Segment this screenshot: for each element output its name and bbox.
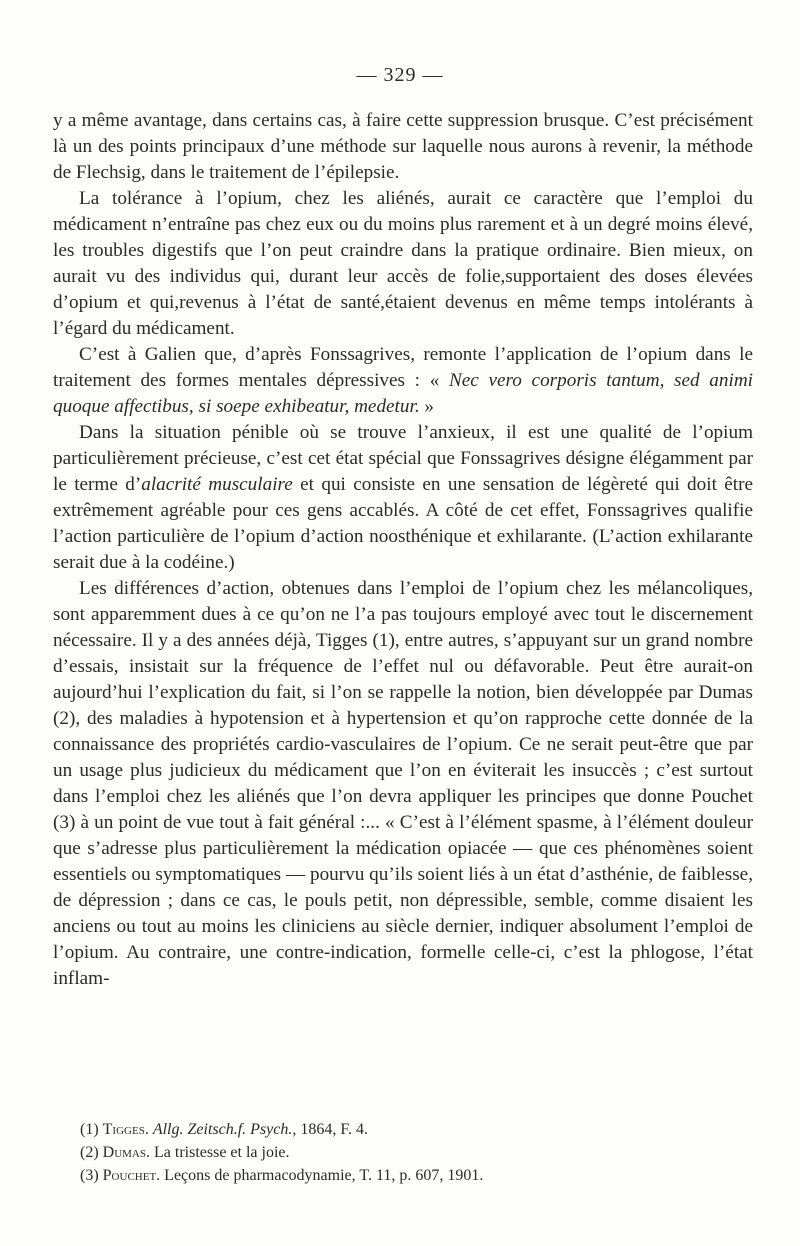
footnote-author: Dumas.	[102, 1144, 150, 1161]
footnote-author: Pouchet.	[102, 1167, 161, 1184]
footnote-reference: Allg. Zeitsch.f. Psych.,	[152, 1121, 297, 1138]
paragraph-4	[53, 420, 753, 576]
paragraph-3-end: »	[419, 396, 435, 417]
paragraph-2: La tolérance à l’opium, chez les aliénés, aurait ce caractère que l’emploi du médicament n’entraîne pas chez eux ou du moins plus rarement et à un degré moins élevé, les troubles digestifs que l’on peut craindre dans la pratique ordinaire. Bien mieux, on aurait vu des individus qui, durant leur accès de folie,supportaient des doses élevées d’opium et qui,revenus à l’état de santé,étaient devenus en même temps intolérants à l’égard du médicament.	[53, 188, 753, 339]
paragraph-3-text: C’est à Galien que, d’après Fonssagrives, remonte l’application de l’opium dans le traitement des formes mentales dépressives : «	[53, 344, 753, 391]
page-number: — 329 —	[356, 64, 444, 86]
paragraph-5: Les différences d’action, obtenues dans l’emploi de l’opium chez les mélancoliques, sont apparemment dues à ce qu’on ne l’a pas toujours employé avec tout le discernement nécessaire. Il y a des années déjà, Tigges (1), entre autres, s’appuyant sur un grand nombre d’essais, insistait sur la fréquence de l’effet nul ou défavorable. Peut être aurait-on aujourd’hui l’explication du fait, si l’on se rappelle la notion, bien développée par Dumas (2), des maladies à hypotension et à hypertension et qu’on rapproche cette donnée de la connaissance des propriétés cardio-vasculaires de l’opium. Ce ne serait peut-être que par un usage plus judicieux du médicament que l’on en éviterait les insuccès ; c’est surtout dans l’emploi chez les aliénés que l’on devra appliquer les principes que donne Pouchet (3) à un point de vue tout à fait général :... « C’est à l’élément spasme, à l’élément douleur que s’adresse plus particulièrement la médication opiacée — que ces phénomènes soient essentiels ou symptomatiques — pourvu qu’ils soient liés à un état d’asthénie, de faiblesse, de dépression ; dans ce cas, le pouls petit, non dépressible, semble, comme disaient les anciens ou tout au moins les cliniciens au siècle dernier, indiquer absolument l’emploi de l’opium. Au contraire, une contre-indication, formelle celle-ci, c’est la phlogose, l’état inflam-	[53, 578, 753, 989]
italic-term: alacrité musculaire	[141, 474, 293, 495]
footnote-2	[80, 1141, 750, 1164]
footnote-3	[80, 1164, 750, 1187]
footnote-number: (2)	[80, 1144, 99, 1161]
footnote-detail: La tristesse et la joie.	[150, 1144, 290, 1161]
latin-quote: Nec vero corporis tantum, sed animi quoque affectibus, si soepe exhibeatur, medetur.	[53, 370, 754, 417]
footnote-number: (1)	[80, 1121, 99, 1138]
footnotes	[80, 1118, 750, 1187]
paragraph-1: y a même avantage, dans certains cas, à faire cette suppression brusque. C’est précisément là un des points principaux d’une méthode sur laquelle nous aurons à revenir, la méthode de Flechsig, dans le traitement de l’épilepsie.	[53, 110, 753, 183]
paragraph-3	[53, 342, 753, 420]
paragraph-4-text: Dans la situation pénible où se trouve l’anxieux, il est une qualité de l’opium particulièrement précieuse, c’est cet état spécial que Fonssagrives désigne élégamment par le terme d’	[53, 422, 753, 495]
body-text	[53, 108, 753, 992]
footnote-1	[80, 1118, 750, 1141]
footnote-detail: Leçons de pharmacodynamie, T. 11, p. 607, 1901.	[160, 1167, 484, 1184]
paragraph-4-end: et qui consiste en une sensation de légèreté qui doit être extrêmement agréable pour ces gens accablés. A côté de cet effet, Fonssagrives qualifie l’action particulière de l’opium d’action noosthénique et exhilarante. (L’action exhilarante serait due à la codéine.)	[53, 474, 754, 573]
footnote-detail: 1864, F. 4.	[296, 1121, 368, 1138]
footnote-number: (3)	[80, 1167, 99, 1184]
footnote-author: Tigges.	[102, 1121, 149, 1138]
